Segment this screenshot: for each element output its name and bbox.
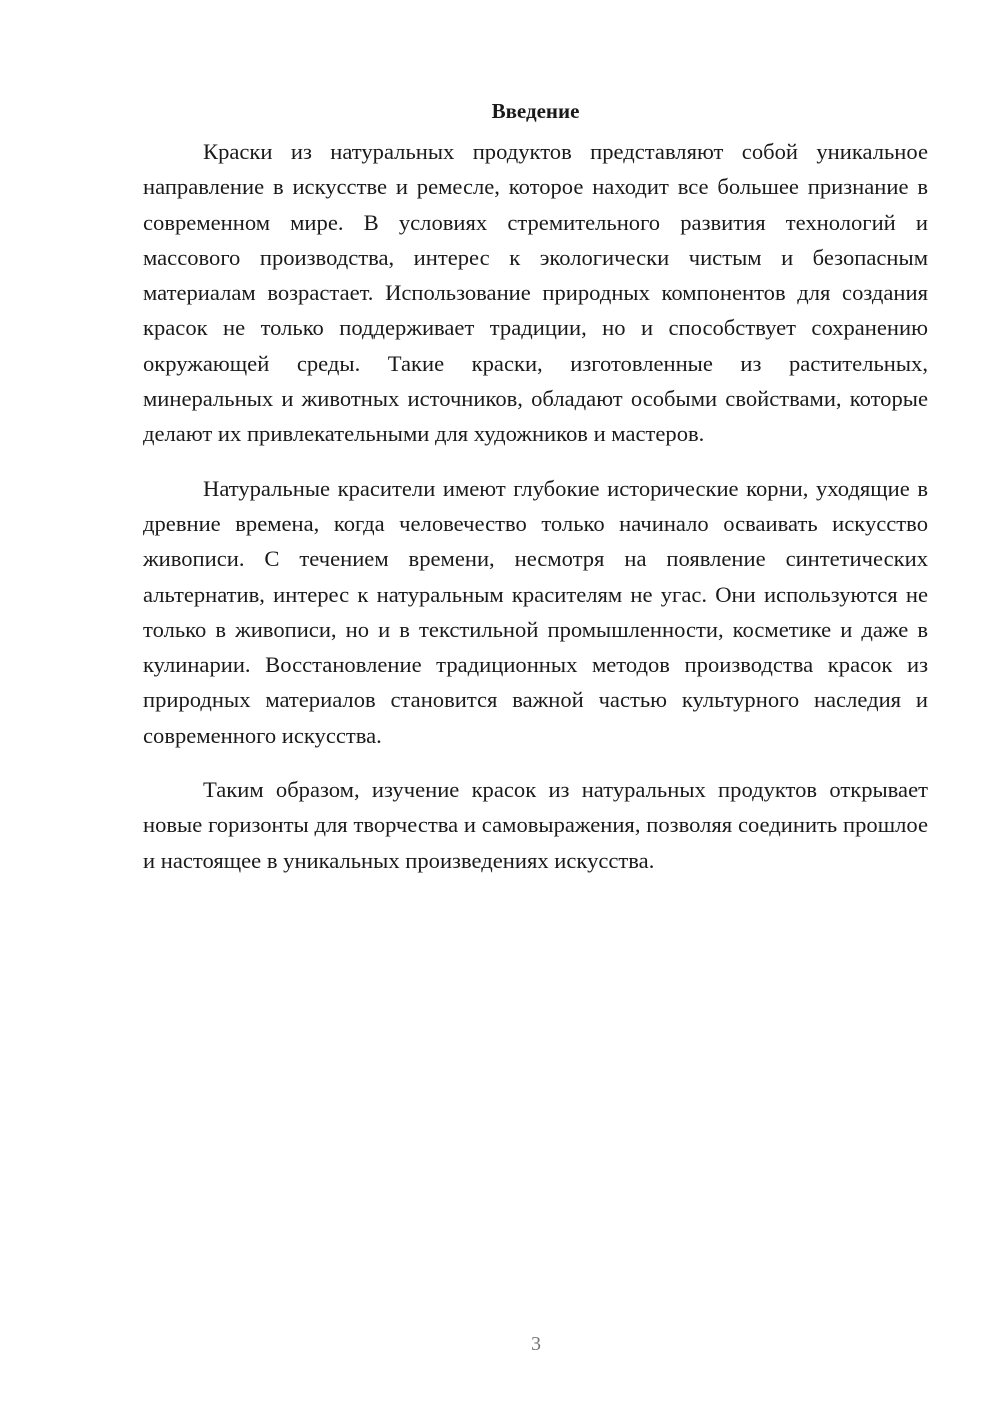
paragraph-1: Краски из натуральных продуктов представляют собой уникальное направление в искусстве и ремесле, которое находит все большее признание в современном мире. В условиях стремительного развития технологий и массового производства, интерес к экологически чистым и безопасным материалам возрастает. Использование природных компонентов для создания красок не только поддерживает традиции, но и способствует сохранению окружающей среды. Такие краски, изготовленные из растительных, минеральных и животных источников, обладают особыми свойствами, которые делают их привлекательными для художников и мастеров. [143, 139, 928, 447]
paragraph-3: Таким образом, изучение красок из натуральных продуктов открывает новые горизонты для творчества и самовыражения, позволяя соединить прошлое и настоящее в уникальных произведениях искусства. [143, 777, 928, 873]
page-number: 3 [531, 1333, 541, 1355]
section-title: Введение [491, 99, 580, 123]
page-content [143, 97, 928, 897]
paragraph-2: Натуральные красители имеют глубокие исторические корни, уходящие в древние времена, когда человечество только начинало осваивать искусство живописи. С течением времени, несмотря на появление синтетических альтернатив, интерес к натуральным красителям не угас. Они используются не только в живописи, но и в текстильной промышленности, косметике и даже в кулинарии. Восстановление традиционных методов производства красок из природных материалов становится важной частью культурного наследия и современного искусства. [143, 475, 928, 748]
